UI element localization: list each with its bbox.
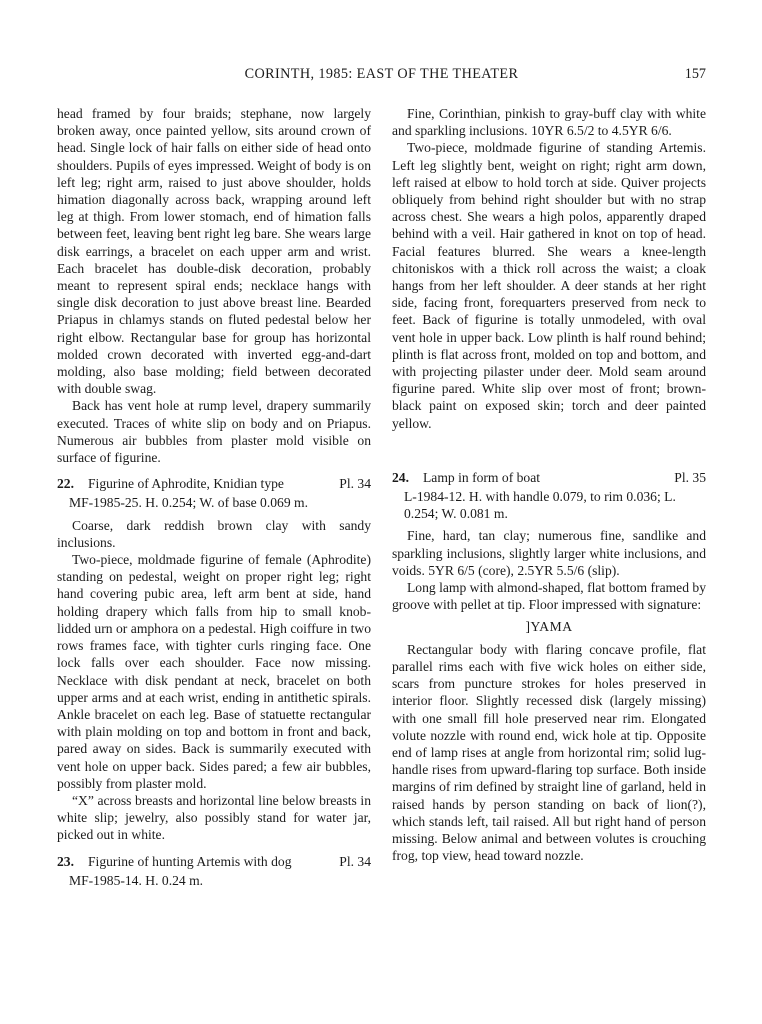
plate-reference: Pl. 34 — [339, 476, 371, 492]
catalog-entry-24-heading — [392, 469, 706, 486]
continuation-paragraph: head framed by four braids; stephane, now largely broken away, once painted yellow, sits around crown of head. Single lock of hair falls on either side of head onto shoulders. Pupils of eyes impressed. Weight of body is on left leg; right arm, raised to just above shoulder, holds himation diagonally across back, wrapping around left leg at thigh. From lower stomach, end of himation falls between feet, leaving bent right leg bare. She wears large disk earrings, a bracelet on each upper arm and wrist. Each bracelet has double-disk decoration, probably meant to represent spiral ends; necklace hangs with single disk decoration to just above breast line. Bearded Priapus in chlamys stands on fluted pedestal below her right elbow. Rectangular base for group has horizontal molded crown decorated with inverted egg-and-dart molding, also base molding; field between decorated with double swag. — [57, 106, 371, 397]
fabric-paragraph: Fine, Corinthian, pinkish to gray-buff clay with white and sparkling inclusions. 10YR 6.5/2 to 4.5YR 6/6. — [392, 106, 706, 139]
catalog-entry-22-heading — [57, 475, 371, 492]
entry-measurements: MF-1985-25. H. 0.254; W. of base 0.069 m. — [69, 495, 309, 511]
catalog-entry-23-heading — [57, 853, 371, 870]
body-paragraph: Back has vent hole at rump level, drapery summarily executed. Traces of white slip on body and on Priapus. Numerous air bubbles from plaster mold visible on surface of figurine. — [57, 398, 371, 466]
page-header — [57, 66, 706, 84]
decoration-paragraph: “X” across breasts and horizontal line below breasts in white slip; jewelry, also possibly stand for water jar, picked out in white. — [57, 792, 371, 843]
entry-title: Figurine of hunting Artemis with dog — [88, 853, 292, 869]
description-paragraph: Two-piece, moldmade figurine of female (Aphrodite) standing on pedestal, weight on proper right leg; right hand covering pubic area, left arm bent at side, hand holding drapery which falls from hip to small knob-lidded urn or amphora on a pedestal. High coiffure in two rows frames face, with tighter curls ringing face. One lock falls over each shoulder. Face now missing. Necklace with disk pendant at neck, bracelet on both upper arms and at each wrist, ending in antithetic spirals. Ankle bracelet on each leg. Base of statuette rectangular with plain molding on top and bottom in front and back, pared away on sides. Back is summarily executed with vent hole on upper back. Sides pared; a few air bubbles, possibly from plaster mold. — [57, 552, 371, 791]
entry-number: 24. — [392, 469, 409, 485]
entry-measurements: MF-1985-14. H. 0.24 m. — [69, 872, 204, 888]
two-column-text-block — [57, 105, 706, 894]
inscribed-signature: ]YAMA — [525, 619, 573, 635]
page-number: 157 — [684, 66, 706, 82]
fabric-paragraph: Fine, hard, tan clay; numerous fine, sandlike and sparkling inclusions, slightly larger white inclusions, and voids. 5YR 6/5 (core), 2.5YR 5.5/6 (slip). — [392, 528, 706, 578]
entry-title: Lamp in form of boat — [423, 469, 541, 485]
plate-reference: Pl. 35 — [674, 469, 706, 485]
entry-number: 22. — [57, 476, 74, 492]
entry-number: 23. — [57, 853, 74, 869]
entry-title: Figurine of Aphrodite, Knidian type — [88, 476, 284, 492]
fabric-paragraph: Coarse, dark reddish brown clay with sandy inclusions. — [57, 517, 371, 550]
body-description-paragraph: Rectangular body with flaring concave profile, flat parallel rims each with five wick holes on either side, scars from puncture strokes for holes preserved in interior floor. Slightly recessed disk (largely missing) with one small fill hole preserved near rim. Elongated volute nozzle with round end, wick hole at tip. Opposite end of lamp rises at angle from horizontal rim; solid lug-handle rises from upward-flaring top surface. Both inside margins of rim defined by straight line of garland, held in raised hands by person standing on back of lion(?), which stands left, tail raised. All but right hand of person missing. Below animal and between volutes is crouching frog, top view, head toward nozzle. — [392, 641, 706, 864]
running-title: CORINTH, 1985: EAST OF THE THEATER — [244, 66, 519, 82]
entry-measurements: L-1984-12. H. with handle 0.079, to rim 0.036; L. 0.254; W. 0.081 m. — [404, 489, 676, 522]
plate-reference: Pl. 34 — [339, 853, 371, 869]
shape-paragraph: Long lamp with almond-shaped, flat bottom framed by groove with pellet at tip. Floor impressed with signature: — [392, 580, 706, 613]
description-paragraph: Two-piece, moldmade figurine of standing Artemis. Left leg slightly bent, weight on right; right arm down, left raised at elbow to hold torch at side. Quiver projects obliquely from behind right shoulder but with no strap across chest. She wears a high polos, apparently draped behind with a veil. Hair gathered in knot on top of head. Facial features blurred. She wears a knee-length chitoniskos with a thick roll across the waist; a cloak hangs from her left shoulder. A deer stands at her right side, facing front, forequarters preserved from neck to feet. Back of figurine is totally unmodeled, with oval vent hole in upper back. Low plinth is half round behind; plinth is flat across front, molded on top and bottom, and with projecting pilaster under deer. Mold seam around figurine pared. White slip over most of front; brown-black paint on exposed skin; torch and deer painted yellow. — [392, 140, 706, 431]
left-column — [57, 105, 371, 894]
right-column — [392, 105, 706, 894]
